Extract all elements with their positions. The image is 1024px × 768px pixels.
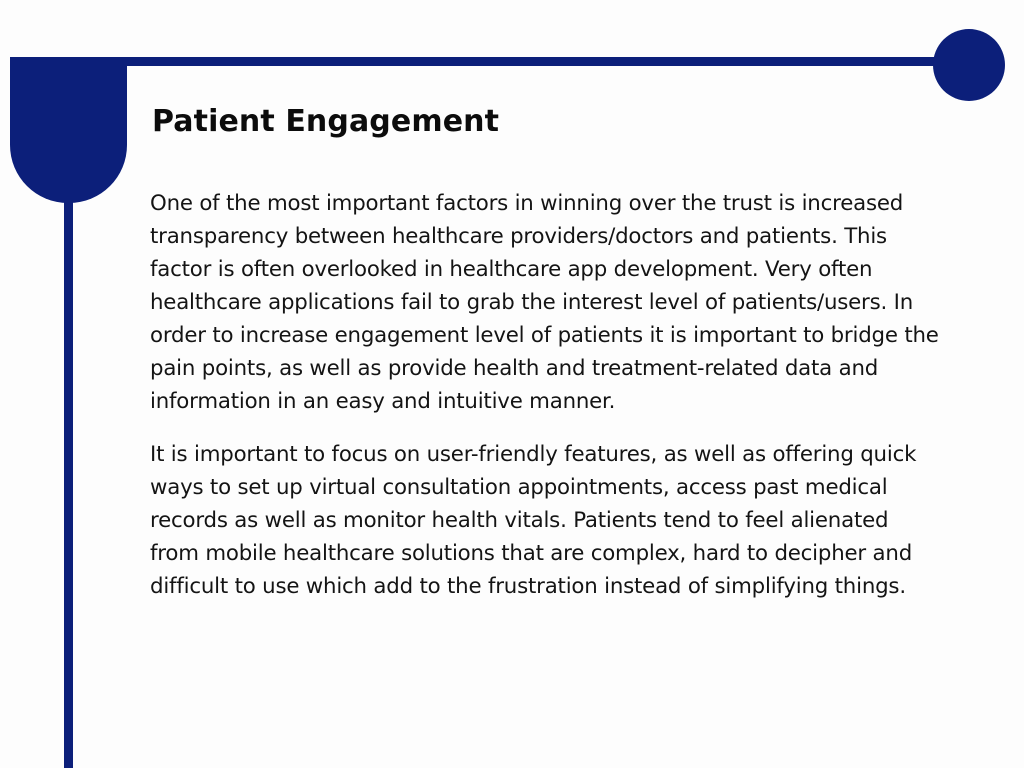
- document-body: [150, 187, 940, 623]
- page-title: Patient Engagement: [152, 104, 500, 139]
- paragraph-2: It is important to focus on user-friendly features, as well as offering quick ways to set up virtual consultation appointments, access past medical records as well as monitor health vitals. Patients tend to feel alienated from mobile healthcare solutions that are complex, hard to decipher and difficult to use which add to the frustration instead of simplifying things.: [150, 442, 917, 599]
- left-semicircle-decoration: [10, 57, 127, 203]
- left-vertical-accent-line: [64, 190, 73, 768]
- top-accent-bar: [10, 57, 970, 66]
- paragraph-1: One of the most important factors in winning over the trust is increased transparency between healthcare providers/doctors and patients. This factor is often overlooked in healthcare app development. Very often healthcare applications fail to grab the interest level of patients/users. In order to increase engagement level of patients it is important to bridge the pain points, as well as provide health and treatment-related data and information in an easy and intuitive manner.: [150, 191, 939, 414]
- top-right-circle-decoration: [933, 29, 1005, 101]
